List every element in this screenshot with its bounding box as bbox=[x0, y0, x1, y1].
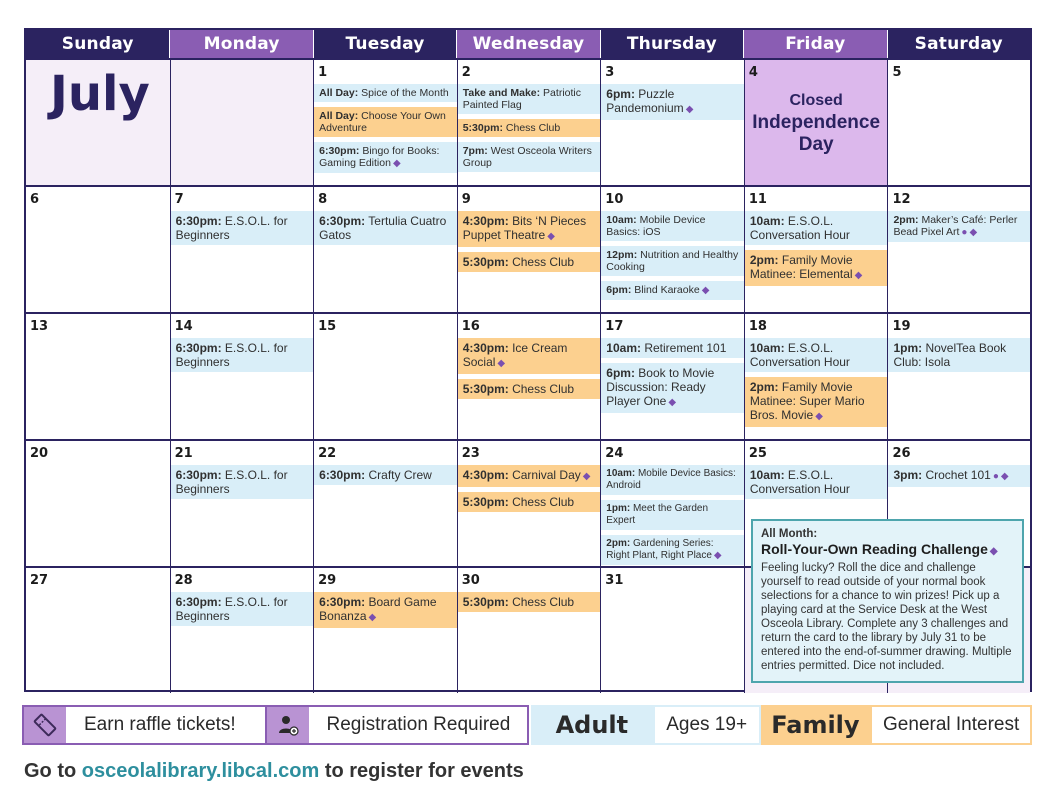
event-entry[interactable]: 6:30pm: Board Game Bonanza ◆ bbox=[314, 592, 457, 628]
event-entry[interactable]: Take and Make: Patriotic Painted Flag bbox=[458, 84, 601, 114]
event-entry[interactable]: 6:30pm: Tertulia Cuatro Gatos bbox=[314, 211, 457, 245]
ticket-icon: ◆ bbox=[497, 358, 506, 369]
event-entry[interactable]: 6:30pm: E.S.O.L. for Beginners bbox=[171, 211, 314, 245]
legend-raffle bbox=[22, 705, 267, 745]
day-cell-closed bbox=[744, 60, 888, 185]
day-cell bbox=[26, 568, 170, 693]
ticket-icon: ◆ bbox=[547, 231, 555, 242]
footer-register: Go to osceolalibrary.libcal.com to register for events bbox=[24, 760, 524, 782]
challenge-title: Roll-Your-Own Reading Challenge ◆ bbox=[761, 541, 1016, 560]
day-number: 24 bbox=[605, 446, 624, 461]
event-entry[interactable]: 10am: E.S.O.L. Conversation Hour bbox=[745, 211, 888, 245]
month-title-cell bbox=[26, 60, 170, 185]
day-number: 14 bbox=[174, 319, 193, 334]
day-cell bbox=[744, 187, 888, 312]
ticket-icon: ◆ bbox=[969, 227, 978, 238]
day-number: 13 bbox=[30, 319, 49, 334]
day-number: 19 bbox=[892, 319, 911, 334]
legend-adult: Adult bbox=[531, 705, 653, 745]
day-cell bbox=[313, 60, 457, 185]
event-entry[interactable]: 6:30pm: E.S.O.L. for Beginners bbox=[171, 592, 314, 626]
month-title: July bbox=[50, 66, 150, 122]
day-number: 15 bbox=[318, 319, 337, 334]
day-cell bbox=[887, 60, 1030, 185]
day-cell bbox=[457, 60, 601, 185]
day-cell bbox=[170, 187, 314, 312]
day-cell bbox=[313, 187, 457, 312]
day-cell bbox=[170, 568, 314, 693]
event-entry[interactable]: 7pm: West Osceola Writers Group bbox=[458, 142, 601, 172]
closed-notice: Closed Independence Day bbox=[752, 92, 881, 155]
day-number: 6 bbox=[30, 192, 40, 207]
day-number: 22 bbox=[318, 446, 337, 461]
ticket-icon: ◆ bbox=[668, 397, 677, 408]
empty-day-cell bbox=[170, 60, 314, 185]
ticket-icon: ◆ bbox=[815, 411, 823, 422]
day-cell bbox=[457, 441, 601, 566]
day-number: 11 bbox=[748, 192, 767, 207]
day-cell bbox=[600, 568, 744, 693]
day-number: 12 bbox=[892, 192, 911, 207]
event-entry[interactable]: 1pm: Meet the Garden Expert bbox=[601, 500, 744, 530]
event-entry[interactable]: 5:30pm: Chess Club bbox=[458, 379, 601, 399]
day-number: 10 bbox=[605, 192, 624, 207]
day-number: 21 bbox=[174, 446, 193, 461]
day-number: 2 bbox=[461, 65, 471, 80]
event-entry[interactable]: 5:30pm: Chess Club bbox=[458, 592, 601, 612]
day-cell bbox=[600, 187, 744, 312]
legend-registration-label: Registration Required bbox=[326, 714, 511, 735]
reading-challenge-box bbox=[751, 519, 1024, 683]
ticket-icon bbox=[24, 707, 66, 743]
day-cell bbox=[170, 314, 314, 439]
ticket-icon: ◆ bbox=[392, 158, 401, 169]
day-cell bbox=[600, 441, 744, 566]
header-saturday: Saturday bbox=[887, 30, 1030, 58]
day-cell bbox=[744, 314, 888, 439]
event-entry[interactable]: 6pm: Blind Karaoke ◆ bbox=[601, 281, 744, 300]
person-plus-icon bbox=[267, 707, 309, 743]
day-number: 4 bbox=[748, 65, 758, 80]
day-cell bbox=[313, 441, 457, 566]
day-cell bbox=[600, 60, 744, 185]
day-number: 29 bbox=[318, 573, 337, 588]
day-number: 25 bbox=[748, 446, 767, 461]
ticket-icon: ◆ bbox=[854, 270, 863, 281]
day-number: 31 bbox=[605, 573, 624, 588]
event-entry[interactable]: 1pm: NovelTea Book Club: Isola bbox=[888, 338, 1030, 372]
event-entry[interactable]: 10am: E.S.O.L. Conversation Hour bbox=[745, 465, 888, 499]
header-monday: Monday bbox=[169, 30, 312, 58]
event-entry[interactable]: 12pm: Nutrition and Healthy Cooking bbox=[601, 246, 744, 276]
event-entry[interactable]: 5:30pm: Chess Club bbox=[458, 119, 601, 137]
event-entry[interactable]: 5:30pm: Chess Club bbox=[458, 492, 601, 512]
day-number: 7 bbox=[174, 192, 184, 207]
day-number: 27 bbox=[30, 573, 49, 588]
event-entry[interactable]: 2pm: Family Movie Matinee: Super Mario Bros. Movie ◆ bbox=[745, 377, 888, 427]
day-number: 30 bbox=[461, 573, 480, 588]
ticket-icon: ◆ bbox=[713, 550, 722, 561]
ticket-icon: ◆ bbox=[368, 612, 377, 623]
event-entry[interactable]: 2pm: Family Movie Matinee: Elemental ◆ bbox=[745, 250, 888, 286]
event-entry[interactable]: 3pm: Crochet 101 ● ◆ bbox=[888, 465, 1030, 487]
day-number: 3 bbox=[605, 65, 615, 80]
day-cell bbox=[887, 187, 1030, 312]
day-cell bbox=[600, 314, 744, 439]
day-number: 23 bbox=[461, 446, 480, 461]
event-entry[interactable]: 10am: Mobile Device Basics: iOS bbox=[601, 211, 744, 241]
event-entry[interactable]: 6pm: Book to Movie Discussion: Ready Player One ◆ bbox=[601, 363, 744, 413]
ticket-icon: ◆ bbox=[989, 546, 998, 557]
event-entry[interactable]: 6:30pm: E.S.O.L. for Beginners bbox=[171, 338, 314, 372]
day-number: 26 bbox=[892, 446, 911, 461]
day-cell bbox=[26, 187, 170, 312]
header-sunday: Sunday bbox=[26, 30, 169, 58]
legend-family: Family bbox=[761, 705, 871, 745]
day-number: 1 bbox=[318, 65, 328, 80]
day-number: 17 bbox=[605, 319, 624, 334]
event-entry[interactable]: 10am: E.S.O.L. Conversation Hour bbox=[745, 338, 888, 372]
ticket-icon: ◆ bbox=[701, 285, 710, 296]
week-row bbox=[26, 312, 1030, 439]
challenge-body: Feeling lucky? Roll the dice and challenge yourself to read outside of your normal book selections for a chance to win prizes! Pick up a playing card at the Service Desk at the West Osceola Library. Complete any 3 challenges and return the card to the library by July 31 to be entered into the end-of-summer drawing. Multiple entries permitted. Dice not included. bbox=[761, 562, 1012, 672]
day-number: 28 bbox=[174, 573, 193, 588]
ticket-icon: ◆ bbox=[685, 104, 694, 115]
day-cell bbox=[457, 187, 601, 312]
challenge-label: All Month: bbox=[761, 528, 818, 540]
week-row bbox=[26, 58, 1030, 185]
day-cell bbox=[313, 568, 457, 693]
legend bbox=[22, 705, 1032, 745]
day-number: 20 bbox=[30, 446, 49, 461]
event-entry[interactable]: 6:30pm: Bingo for Books: Gaming Edition ◆ bbox=[314, 142, 457, 173]
event-entry[interactable]: 4:30pm: Ice Cream Social ◆ bbox=[458, 338, 601, 374]
ticket-icon: ◆ bbox=[1000, 471, 1009, 482]
day-cell bbox=[170, 441, 314, 566]
legend-ages: Ages 19+ bbox=[653, 705, 761, 745]
event-entry[interactable]: 10am: Retirement 101 bbox=[601, 338, 744, 358]
header-thursday: Thursday bbox=[600, 30, 743, 58]
event-entry[interactable]: 6:30pm: E.S.O.L. for Beginners bbox=[171, 465, 314, 499]
day-cell bbox=[26, 314, 170, 439]
event-entry[interactable]: 2pm: Gardening Series: Right Plant, Right Place ◆ bbox=[601, 535, 744, 565]
day-cell bbox=[457, 568, 601, 693]
day-cell bbox=[26, 441, 170, 566]
register-link[interactable]: osceolalibrary.libcal.com bbox=[81, 760, 320, 782]
day-cell bbox=[313, 314, 457, 439]
person-plus-icon: ● bbox=[961, 227, 968, 238]
day-cell bbox=[457, 314, 601, 439]
event-entry[interactable]: 4:30pm: Carnival Day ◆ bbox=[458, 465, 601, 487]
legend-general: General Interest bbox=[870, 705, 1032, 745]
day-number: 18 bbox=[748, 319, 767, 334]
event-entry[interactable]: 10am: Mobile Device Basics: Android bbox=[601, 465, 744, 495]
day-number: 8 bbox=[318, 192, 328, 207]
event-entry[interactable]: All Day: Spice of the Month bbox=[314, 84, 457, 102]
event-entry[interactable]: 6:30pm: Crafty Crew bbox=[314, 465, 457, 485]
ticket-icon: ◆ bbox=[582, 471, 591, 482]
legend-registration bbox=[267, 705, 529, 745]
event-entry[interactable]: All Day: Choose Your Own Adventure bbox=[314, 107, 457, 137]
person-plus-icon: ● bbox=[992, 471, 999, 482]
week-row bbox=[26, 185, 1030, 312]
day-number: 5 bbox=[892, 65, 902, 80]
day-cell bbox=[887, 314, 1030, 439]
weekday-header bbox=[26, 30, 1030, 58]
event-entry[interactable]: 2pm: Maker’s Café: Perler Bead Pixel Art ● ◆ bbox=[888, 211, 1030, 242]
header-wednesday: Wednesday bbox=[456, 30, 599, 58]
event-entry[interactable]: 4:30pm: Bits ‘N Pieces Puppet Theatre ◆ bbox=[458, 211, 601, 247]
event-entry[interactable]: 5:30pm: Chess Club bbox=[458, 252, 601, 272]
event-entry[interactable]: 6pm: Puzzle Pandemonium ◆ bbox=[601, 84, 744, 120]
header-friday: Friday bbox=[743, 30, 886, 58]
legend-raffle-label: Earn raffle tickets! bbox=[84, 714, 236, 735]
day-number: 16 bbox=[461, 319, 480, 334]
header-tuesday: Tuesday bbox=[313, 30, 456, 58]
day-number: 9 bbox=[461, 192, 471, 207]
